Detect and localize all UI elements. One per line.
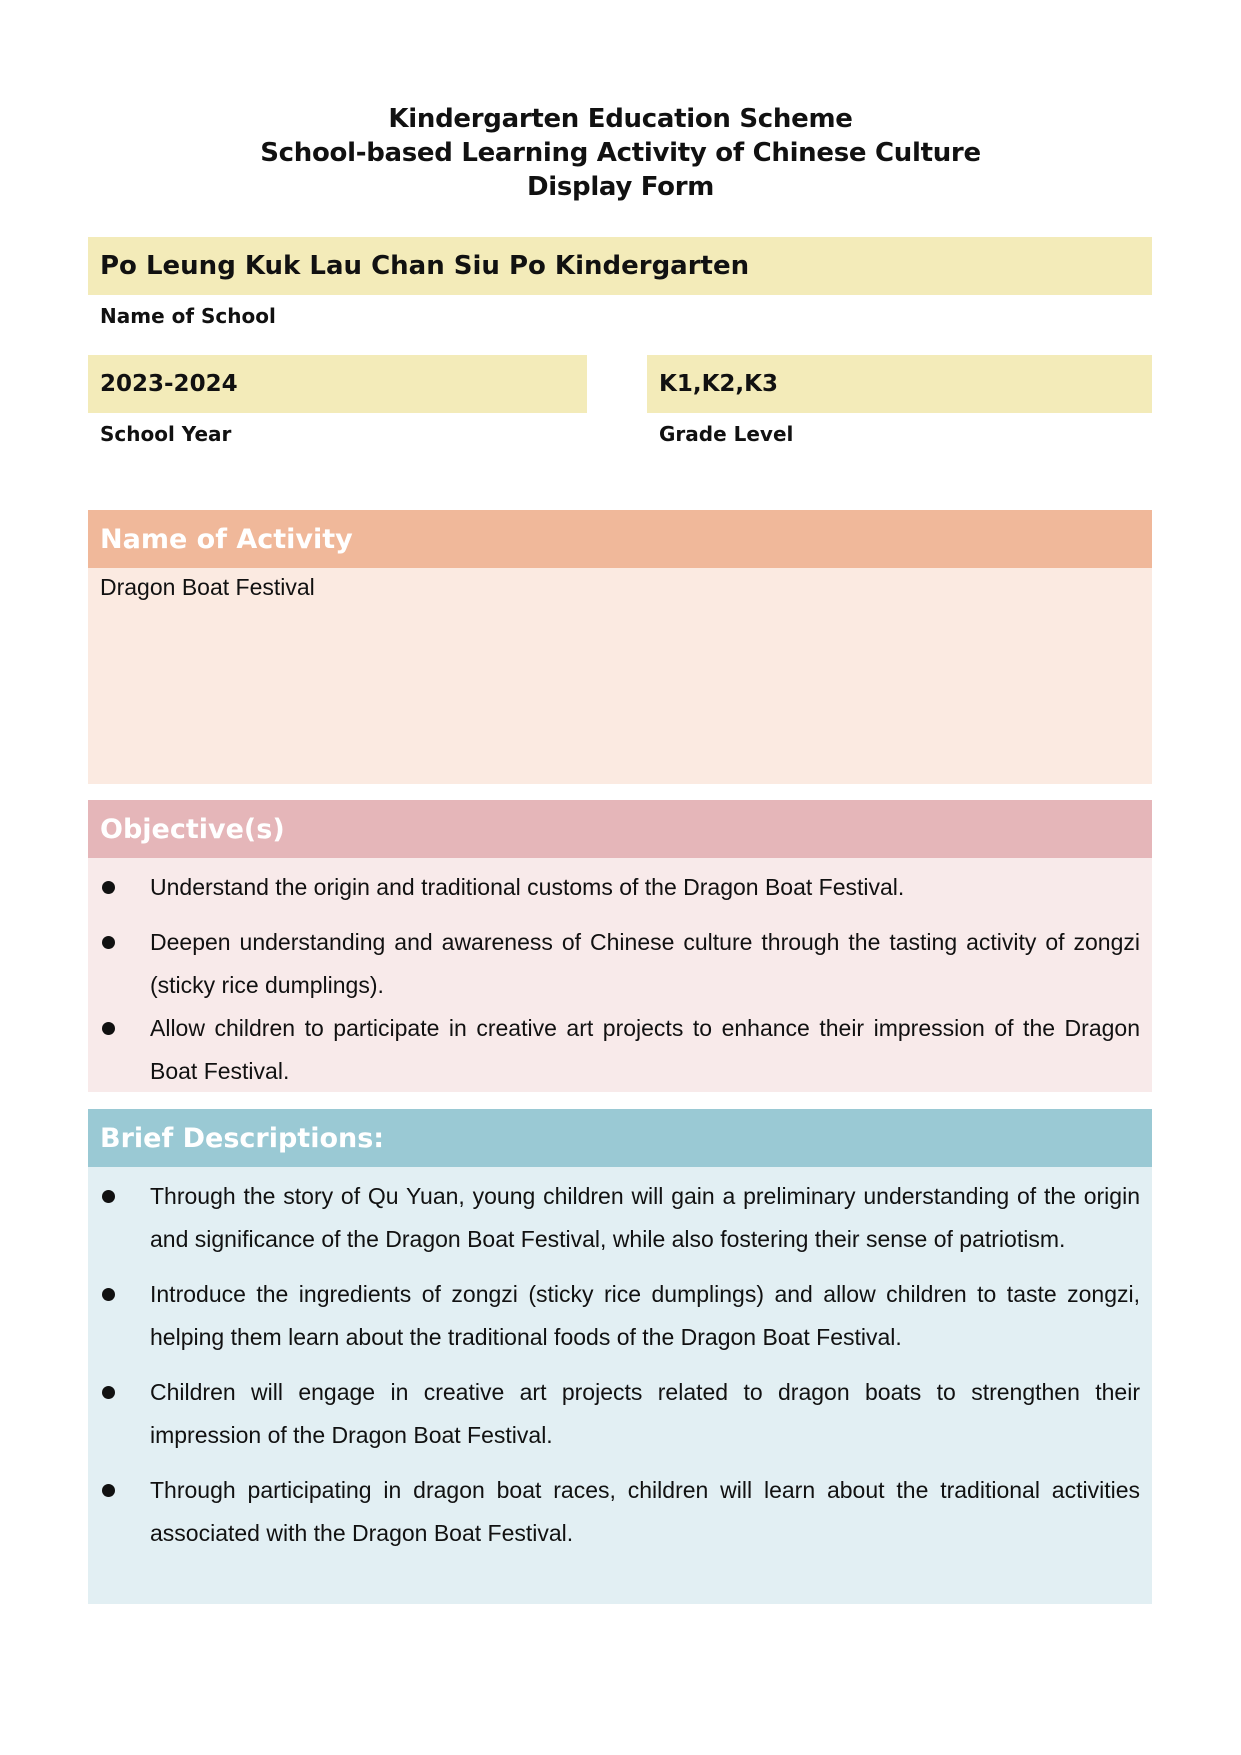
school-name-value: Po Leung Kuk Lau Chan Siu Po Kindergarten xyxy=(100,251,750,281)
descriptions-heading: Brief Descriptions: xyxy=(100,1122,385,1154)
school-name-label: Name of School xyxy=(100,304,276,328)
objectives-body xyxy=(88,858,1152,1092)
objective-item: Understand the origin and traditional customs of the Dragon Boat Festival. xyxy=(88,866,1152,909)
grade-level-field xyxy=(647,355,1152,413)
objectives-heading: Objective(s) xyxy=(100,813,285,845)
title-line-3: Display Form xyxy=(526,172,715,202)
description-item: Through the story of Qu Yuan, young children will gain a preliminary understanding of the origin and significance of the Dragon Boat Festival, while also fostering their sense of patriotism. xyxy=(88,1175,1152,1261)
school-year-value: 2023-2024 xyxy=(100,371,238,397)
description-item: Children will engage in creative art projects related to dragon boats to strengthen their impression of the Dragon Boat Festival. xyxy=(88,1371,1152,1457)
objectives-list xyxy=(88,866,1152,1093)
descriptions-body xyxy=(88,1167,1152,1604)
objective-item: Allow children to participate in creative art projects to enhance their impression of the Dragon Boat Festival. xyxy=(88,1007,1152,1093)
description-item: Through participating in dragon boat races, children will learn about the traditional activities associated with the Dragon Boat Festival. xyxy=(88,1469,1152,1555)
title-line-2: School-based Learning Activity of Chinese Culture xyxy=(260,138,981,168)
grade-level-label: Grade Level xyxy=(659,422,794,446)
school-year-field xyxy=(88,355,587,413)
activity-body xyxy=(88,568,1152,784)
description-item: Introduce the ingredients of zongzi (sticky rice dumplings) and allow children to taste zongzi, helping them learn about the traditional foods of the Dragon Boat Festival. xyxy=(88,1273,1152,1359)
grade-level-value: K1,K2,K3 xyxy=(659,371,778,397)
objective-item: Deepen understanding and awareness of Chinese culture through the tasting activity of zongzi (sticky rice dumplings). xyxy=(88,921,1152,1007)
activity-heading: Name of Activity xyxy=(100,523,353,555)
activity-header xyxy=(88,510,1152,568)
descriptions-list xyxy=(88,1175,1152,1555)
descriptions-header xyxy=(88,1109,1152,1167)
objectives-header xyxy=(88,800,1152,858)
school-name-field xyxy=(88,237,1152,295)
title-line-1: Kindergarten Education Scheme xyxy=(388,104,853,134)
activity-name-value: Dragon Boat Festival xyxy=(100,574,315,600)
school-year-label: School Year xyxy=(100,422,232,446)
form-title xyxy=(0,102,1241,204)
